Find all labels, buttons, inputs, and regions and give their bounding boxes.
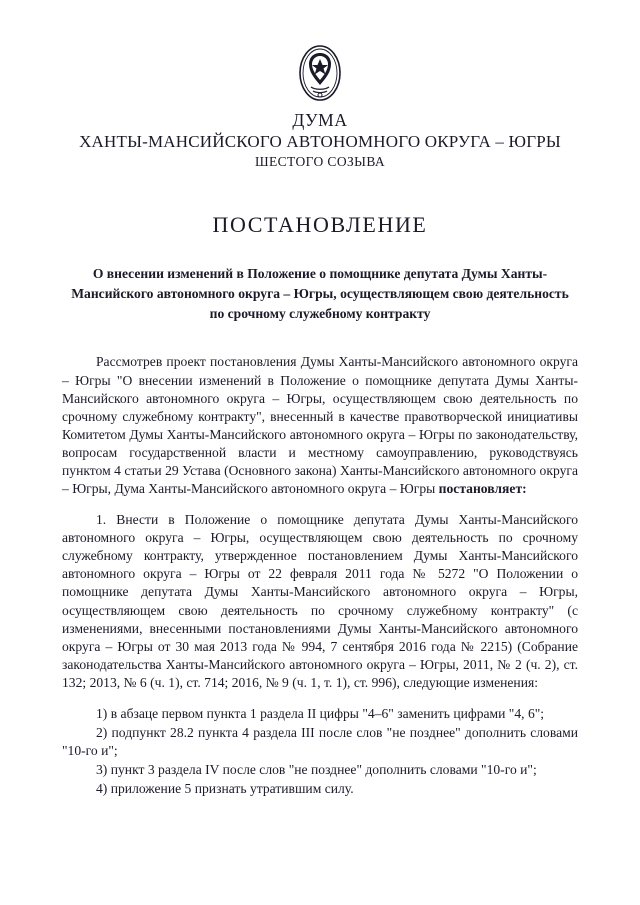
header-line-sozyv: ШЕСТОГО СОЗЫВА [254,154,386,170]
document-body [62,353,578,798]
document-header [62,110,578,170]
paragraph-subitem-3: 3) пункт 3 раздела IV после слов "не позднее" дополнить словами "10-го и"; [96,762,537,778]
emblem-container [62,44,578,106]
page-title: ПОСТАНОВЛЕНИЕ [212,212,428,238]
paragraph-preamble: Рассмотрев проект постановления Думы Ханты-Мансийского автономного округа – Югры "О внесении изменений в Положение о помощнике депутата Думы Ханты-Мансийского автономного округа – Югры, осуществляющем свою деятельность по срочному служебному контракту", внесенный в качестве правотворческой инициативы Комитетом Думы Ханты-Мансийского автономного округа – Югры по законодательству, вопросам государственной власти и местному самоуправлению, руководствуясь пунктом 4 статьи 29 Устава (Основного закона) Ханты-Мансийского автономного округа – Югры, Дума Ханты-Мансийского автономного округа – Югры постановляет: [62,354,578,497]
header-line-duma: ДУМА [292,110,348,130]
paragraph-subitem-2: 2) подпункт 28.2 пункта 4 раздела III после слов "не позднее" дополнить словами "10-го и"; [62,724,578,759]
preamble-bold-tail: постановляет: [438,481,527,497]
document-subtitle: О внесении изменений в Положение о помощнике депутата Думы Ханты-Мансийского автономного округа – Югры, осуществляющем свою деятельность по срочному служебному контракту [71,266,569,321]
paragraph-item-1: 1. Внести в Положение о помощнике депутата Думы Ханты-Мансийского автономного округа – Югры, осуществляющем свою деятельность по срочному служебному контракту, утвержденное постановлением Думы Ханты-Мансийского автономного округа – Югры от 22 февраля 2011 года № 5272 "О Положении о помощнике депутата Думы Ханты-Мансийского автономного округа – Югры, осуществляющем свою деятельность по срочному служебному контракту" (с изменениями, внесенными постановлениями Думы Ханты-Мансийского автономного округа – Югры от 30 мая 2013 года № 994, 7 сентября 2016 года № 2215) (Собрание законодательства Ханты-Мансийского автономного округа – Югры, 2011, № 2 (ч. 2), ст. 132; 2013, № 6 (ч. 1), ст. 714; 2016, № 9 (ч. 1, т. 1), ст. 996), следующие изменения: [62,512,578,690]
paragraph-subitem-4: 4) приложение 5 признать утратившим силу. [96,781,354,797]
coat-of-arms-emblem [297,44,343,102]
header-line-okrug: ХАНТЫ-МАНСИЙСКОГО АВТОНОМНОГО ОКРУГА – ЮГРЫ [79,132,561,152]
paragraph-subitem-1: 1) в абзаце первом пункта 1 раздела II цифры "4–6" заменить цифрами "4, 6"; [96,705,545,721]
